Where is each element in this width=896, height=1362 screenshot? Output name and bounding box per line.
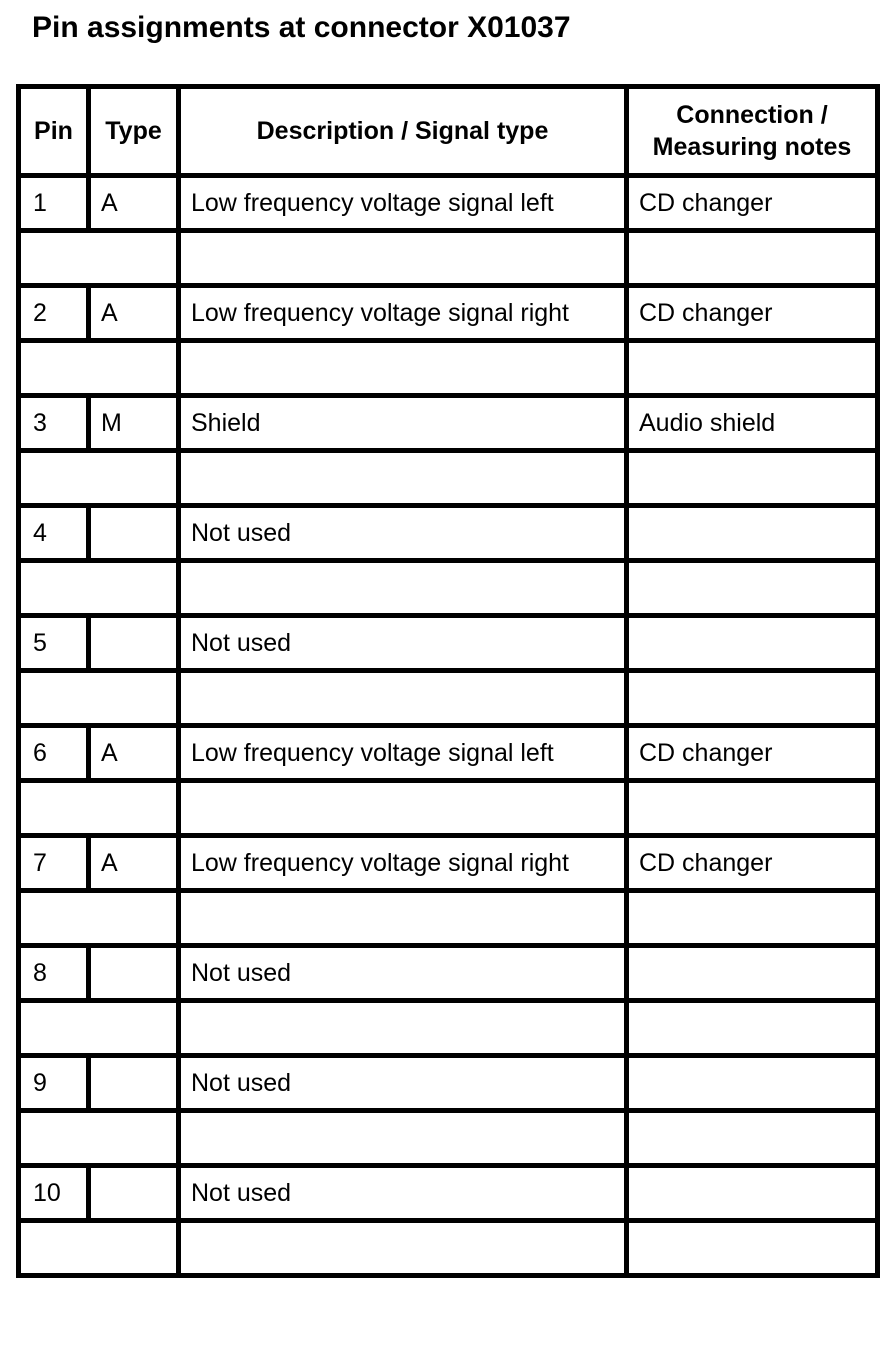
cell-type: A <box>89 836 179 891</box>
cell-pin: 10 <box>19 1166 89 1221</box>
spacer-cell <box>19 231 179 286</box>
cell-notes <box>627 1056 878 1111</box>
spacer-cell <box>627 231 878 286</box>
table-header-row <box>19 87 878 176</box>
cell-type <box>89 1166 179 1221</box>
header-notes: Connection / Measuring notes <box>627 87 878 176</box>
cell-description: Low frequency voltage signal right <box>179 286 627 341</box>
header-pin: Pin <box>19 87 89 176</box>
spacer-cell <box>627 671 878 726</box>
cell-type <box>89 946 179 1001</box>
spacer-cell <box>179 231 627 286</box>
spacer-row <box>19 231 878 286</box>
spacer-cell <box>179 451 627 506</box>
spacer-cell <box>19 671 179 726</box>
header-type: Type <box>89 87 179 176</box>
table-row <box>19 396 878 451</box>
cell-pin: 1 <box>19 176 89 231</box>
cell-notes: CD changer <box>627 836 878 891</box>
cell-pin: 7 <box>19 836 89 891</box>
cell-type: A <box>89 726 179 781</box>
spacer-cell <box>19 891 179 946</box>
header-description: Description / Signal type <box>179 87 627 176</box>
cell-pin: 2 <box>19 286 89 341</box>
cell-type: M <box>89 396 179 451</box>
spacer-row <box>19 671 878 726</box>
cell-description: Not used <box>179 616 627 671</box>
spacer-cell <box>627 1111 878 1166</box>
spacer-cell <box>19 1111 179 1166</box>
cell-pin: 5 <box>19 616 89 671</box>
cell-notes <box>627 946 878 1001</box>
cell-type: A <box>89 286 179 341</box>
spacer-cell <box>179 1221 627 1276</box>
cell-description: Low frequency voltage signal right <box>179 836 627 891</box>
cell-type <box>89 1056 179 1111</box>
cell-pin: 8 <box>19 946 89 1001</box>
cell-type <box>89 616 179 671</box>
cell-notes <box>627 1166 878 1221</box>
spacer-row <box>19 781 878 836</box>
table-row <box>19 726 878 781</box>
spacer-cell <box>179 561 627 616</box>
cell-pin: 6 <box>19 726 89 781</box>
spacer-row <box>19 1221 878 1276</box>
cell-description: Low frequency voltage signal left <box>179 726 627 781</box>
spacer-cell <box>627 561 878 616</box>
spacer-cell <box>627 341 878 396</box>
spacer-cell <box>179 781 627 836</box>
spacer-row <box>19 341 878 396</box>
table-row <box>19 946 878 1001</box>
spacer-cell <box>179 341 627 396</box>
spacer-cell <box>19 1221 179 1276</box>
cell-description: Not used <box>179 1166 627 1221</box>
cell-notes: CD changer <box>627 286 878 341</box>
spacer-cell <box>627 891 878 946</box>
cell-type: A <box>89 176 179 231</box>
spacer-row <box>19 451 878 506</box>
spacer-cell <box>19 781 179 836</box>
cell-description: Not used <box>179 946 627 1001</box>
spacer-row <box>19 1111 878 1166</box>
spacer-cell <box>19 1001 179 1056</box>
cell-notes <box>627 506 878 561</box>
spacer-cell <box>19 561 179 616</box>
cell-notes: Audio shield <box>627 396 878 451</box>
cell-notes: CD changer <box>627 726 878 781</box>
table-row <box>19 836 878 891</box>
cell-type <box>89 506 179 561</box>
table-row <box>19 286 878 341</box>
table-row <box>19 616 878 671</box>
cell-pin: 4 <box>19 506 89 561</box>
cell-description: Low frequency voltage signal left <box>179 176 627 231</box>
cell-description: Not used <box>179 1056 627 1111</box>
table-body <box>19 176 878 1276</box>
cell-pin: 3 <box>19 396 89 451</box>
table-row <box>19 1166 878 1221</box>
spacer-row <box>19 891 878 946</box>
spacer-row <box>19 1001 878 1056</box>
cell-notes: CD changer <box>627 176 878 231</box>
spacer-cell <box>627 451 878 506</box>
cell-description: Shield <box>179 396 627 451</box>
pin-assignment-table <box>16 84 880 1278</box>
page-title: Pin assignments at connector X01037 <box>32 11 571 44</box>
table-row <box>19 506 878 561</box>
spacer-cell <box>179 1001 627 1056</box>
cell-description: Not used <box>179 506 627 561</box>
spacer-cell <box>627 1001 878 1056</box>
spacer-cell <box>627 1221 878 1276</box>
spacer-cell <box>179 891 627 946</box>
cell-pin: 9 <box>19 1056 89 1111</box>
spacer-cell <box>179 671 627 726</box>
spacer-cell <box>19 451 179 506</box>
spacer-row <box>19 561 878 616</box>
table-row <box>19 176 878 231</box>
cell-notes <box>627 616 878 671</box>
spacer-cell <box>19 341 179 396</box>
spacer-cell <box>627 781 878 836</box>
table-row <box>19 1056 878 1111</box>
spacer-cell <box>179 1111 627 1166</box>
